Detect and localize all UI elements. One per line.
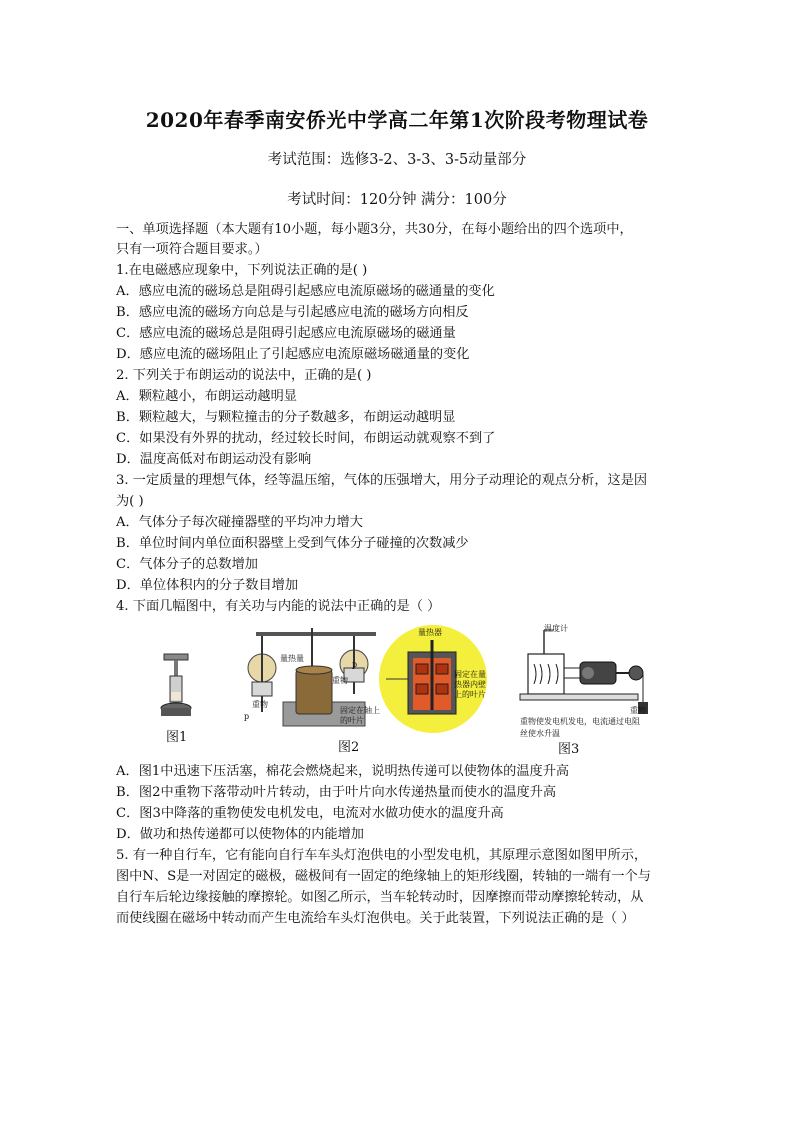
q4-option-b: B．图2中重物下落带动叶片转动，由于叶片向水传递热量而使水的温度升高 <box>116 785 557 800</box>
q4-option-d: D．做功和热传递都可以使物体的内能增加 <box>116 827 364 842</box>
page-title: 2020年春季南安侨光中学高二年第1次阶段考物理试卷 <box>145 108 649 132</box>
figure2-label: 图2 <box>338 740 360 755</box>
figure2-label-calorimeter: 量热量 <box>280 654 304 663</box>
figure3-label-weight: 重物 <box>630 706 646 715</box>
q3-option-d: D．单位体积内的分子数目增加 <box>116 578 299 593</box>
q3-option-c: C．气体分子的总数增加 <box>116 557 258 572</box>
figure2-label-wall-fixed: 固定在量热器内壁上的叶片 <box>454 670 486 699</box>
q3-stem-line1: 3. 一定质量的理想气体，经等温压缩，气体的压强增大，用分子动理论的观点分析，这是因 <box>116 473 648 488</box>
q4-stem: 4. 下面几幅图中，有关功与内能的说法中正确的是（ ） <box>116 599 441 614</box>
q3-option-b: B．单位时间内单位面积器壁上受到气体分子碰撞的次数减少 <box>116 536 469 551</box>
q2-option-a: A．颗粒越小，布朗运动越明显 <box>116 389 297 404</box>
section-heading-line1: 一、单项选择题（本大题有10小题，每小题3分，共30分，在每小题给出的四个选项中， <box>116 222 633 237</box>
figure1-label: 图1 <box>166 730 188 745</box>
figure1-fire-syringe <box>158 652 194 720</box>
q2-option-d: D．温度高低对布朗运动没有影响 <box>116 452 312 467</box>
q2-option-c: C．如果没有外界的扰动，经过较长时间，布朗运动就观察不到了 <box>116 431 496 446</box>
q3-option-a: A．气体分子每次碰撞器壁的平均冲力增大 <box>116 515 363 530</box>
figure2-label-vane-fixed: 固定在轴上的叶片 <box>340 706 380 725</box>
q5-line1: 5. 有一种自行车，它有能向自行车车头灯泡供电的小型发电机，其原理示意图如图甲所示， <box>116 848 648 863</box>
q4-option-a: A．图1中迅速下压活塞，棉花会燃烧起来，说明热传递可以使物体的温度升高 <box>116 764 570 779</box>
figure3-label-thermometer: 温度计 <box>544 624 568 633</box>
figure3-generator-apparatus <box>518 624 658 716</box>
q1-option-a: A．感应电流的磁场总是阻碍引起感应电流原磁场的磁通量的变化 <box>116 284 495 299</box>
q5-line3: 自行车后轮边缘接触的摩擦轮。如图乙所示，当车轮转动时，因摩擦而带动摩擦轮转动，从 <box>116 890 644 905</box>
exam-time-score: 考试时间：120分钟 满分：100分 <box>287 192 507 208</box>
q1-stem: 1.在电磁感应现象中，下列说法正确的是( ) <box>116 263 368 278</box>
figure3-label: 图3 <box>558 742 580 757</box>
q4-option-c: C．图3中降落的重物使发电机发电，电流对水做功使水的温度升高 <box>116 806 504 821</box>
q2-option-b: B．颗粒越大，与颗粒撞击的分子数越多，布朗运动越明显 <box>116 410 456 425</box>
figure2-label-weight-right: 重物 <box>332 676 348 685</box>
q3-stem-line2: 为( ) <box>116 494 144 509</box>
q2-stem: 2. 下列关于布朗运动的说法中，正确的是( ) <box>116 368 372 383</box>
q5-line4: 而使线圈在磁场中转动而产生电流给车头灯泡供电。关于此装置，下列说法正确的是（ ） <box>116 911 635 926</box>
exam-scope: 考试范围：选修3-2、3-3、3-5动量部分 <box>267 152 527 168</box>
q1-option-c: C．感应电流的磁场总是阻碍引起感应电流原磁场的磁通量 <box>116 326 456 341</box>
figure2-label-p-left: p <box>244 712 250 721</box>
q1-option-b: B．感应电流的磁场方向总是与引起感应电流的磁场方向相反 <box>116 305 469 320</box>
section-heading-line2: 只有一项符合题目要求。） <box>116 242 268 257</box>
q1-option-d: D．感应电流的磁场阻止了引起感应电流原磁场磁通量的变化 <box>116 347 470 362</box>
figure2-label-weight-left: 重物 <box>252 700 268 709</box>
figure2-label-calorimeter2: 量热器 <box>418 628 442 637</box>
q5-line2: 图中N、S是一对固定的磁极，磁极间有一固定的绝缘轴上的矩形线圈，转轴的一端有一个与 <box>116 869 651 884</box>
figure3-caption: 重物使发电机发电，电流通过电阻丝使水升温 <box>520 717 640 738</box>
figure2-label-p-right: p <box>352 660 358 669</box>
